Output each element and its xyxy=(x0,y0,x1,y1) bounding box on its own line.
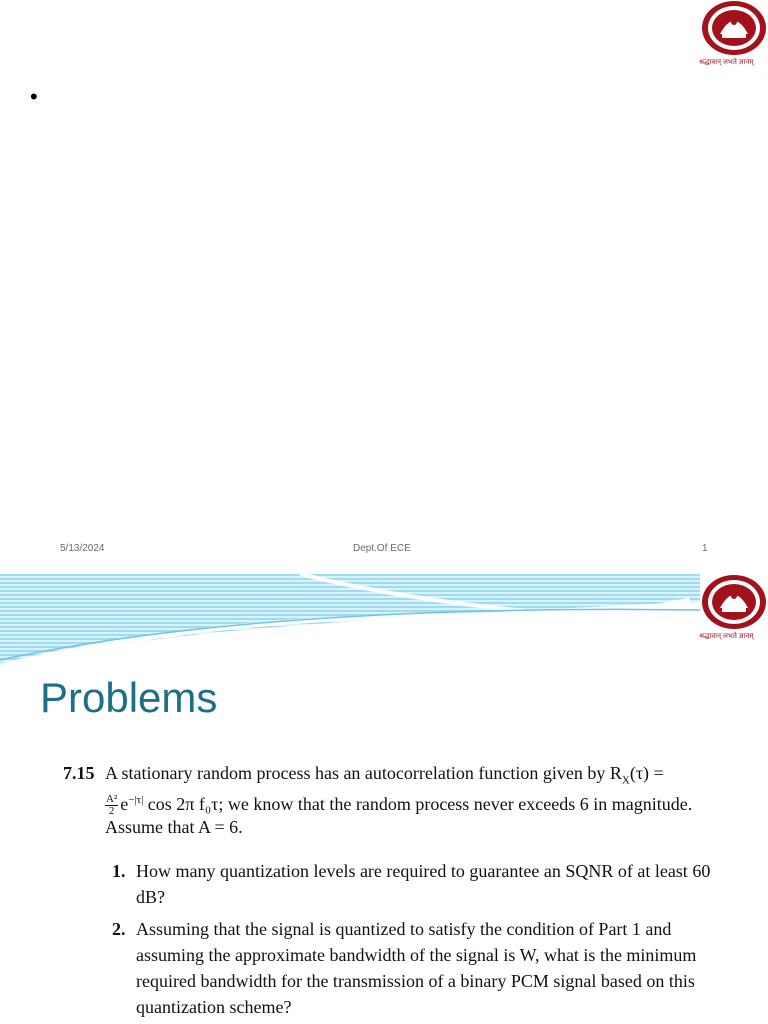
logo-motto: श्रद्धावान् लभते ज्ञानम् xyxy=(699,58,754,66)
logo-motto: श्रद्धावान् लभते ज्ञानम् xyxy=(699,632,754,640)
university-logo-icon xyxy=(700,0,768,60)
footer-department: Dept.Of ECE xyxy=(353,543,411,554)
university-logo-icon xyxy=(700,574,768,634)
footer-page-number: 1 xyxy=(702,543,708,554)
slide-2: श्रद्धावान् लभते ज्ञानम् Problems 7.15 A stationary random process has an autocorrelation function given by $R_X(\tau)$ = $\frac{\text{A²}}{2}$ $e^{-|\tau|}$ cos 2π f₀τ; we know that the random process never exceeds 6 in magnitude. Assume that A = 6. 1. How many quantization levels are required to guarantee an SQNR of at least 60 dB? 2. Assuming that the signal is quantized to satisfy the condition of Part 1 and assuming the approximate bandwidth of the signal is W, what is the minimum required bandwidth for the transmission of a binary PCM signal based on this quantization scheme? xyxy=(0,574,768,1024)
footer-date: 5/13/2024 xyxy=(60,543,105,554)
problem-line-2: $\frac{\text{A²}}{2}$ $e^{-|\tau|}$ cos 2π f₀τ; we know that the random process never exceeds 6 in magnitude. xyxy=(106,793,693,818)
bullet-point: • xyxy=(30,84,38,109)
problem-number: 7.15 xyxy=(63,763,95,783)
slide-title: Problems xyxy=(40,674,218,721)
problem-line-1: A stationary random process has an autocorrelation function given by $R_X(\tau)$ = xyxy=(105,763,664,787)
fraction: $\frac{\text{A²}}{2}$ xyxy=(106,793,118,818)
problem-line-3: Assume that A = 6. xyxy=(105,817,243,837)
decorative-wave-banner xyxy=(0,574,700,666)
